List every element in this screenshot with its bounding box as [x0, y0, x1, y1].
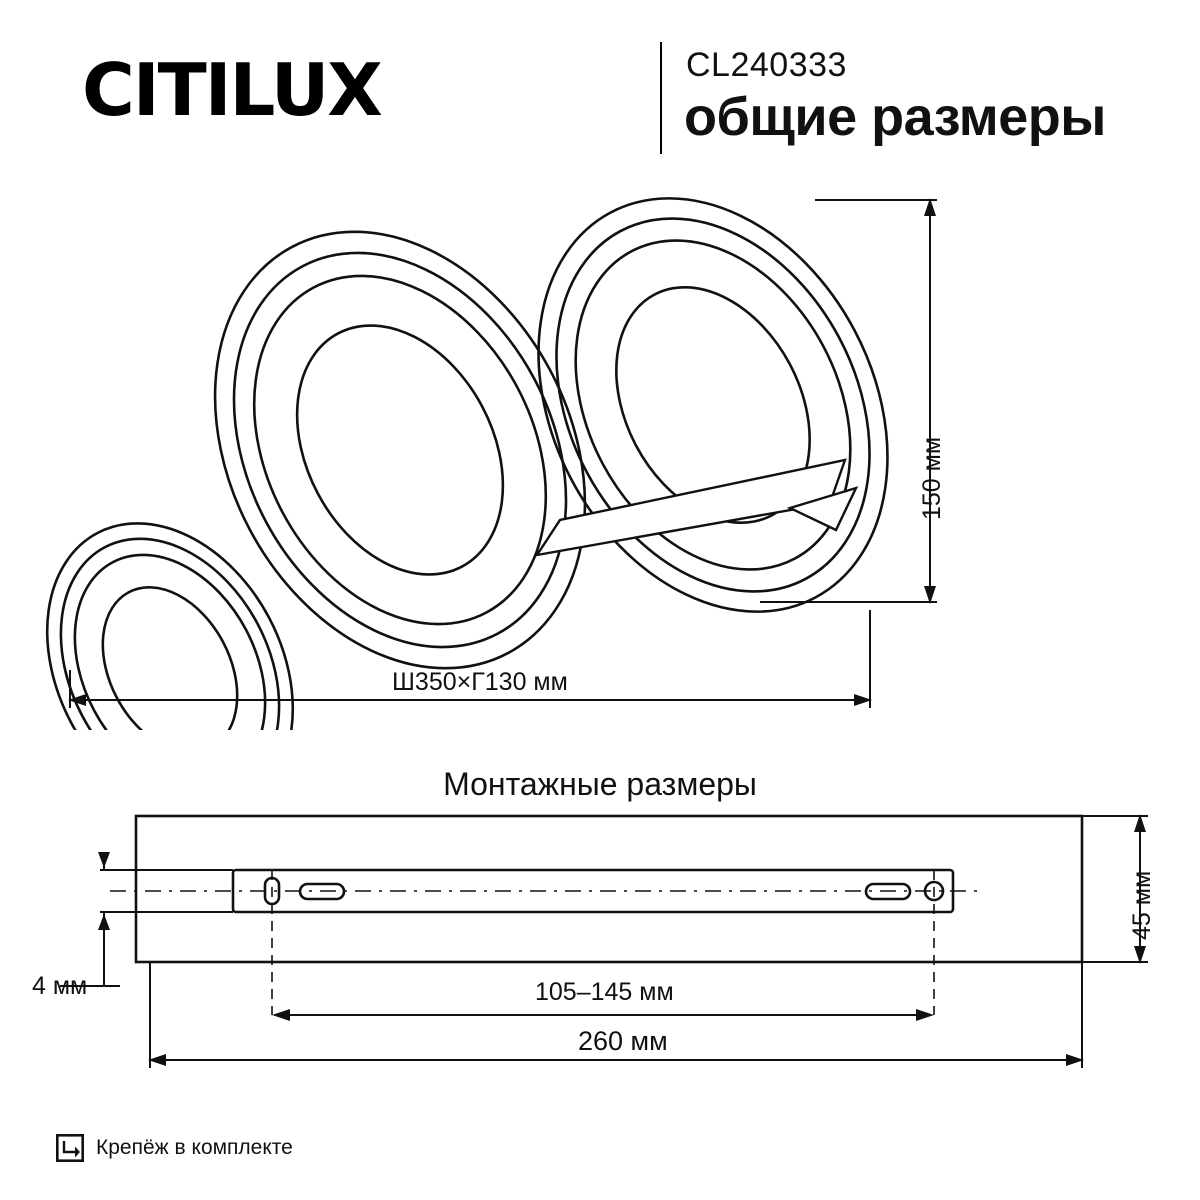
bracket-icon [56, 1134, 84, 1162]
footer [56, 1134, 293, 1162]
product-overview-drawing [0, 170, 1200, 730]
mount-dimensions-drawing [0, 800, 1200, 1120]
header-divider [660, 42, 662, 154]
footer-text: Крепёж в комплекте [96, 1136, 293, 1159]
mount-thickness-label: 4 мм [32, 972, 88, 1000]
mount-height-label: 45 мм [1128, 870, 1156, 940]
header [60, 36, 1160, 156]
brand-logo: CITILUX [82, 48, 381, 132]
height-dimension-label: 150 мм [918, 436, 946, 520]
width-depth-dimension-label: Ш350×Г130 мм [392, 668, 568, 696]
total-width-label: 260 мм [578, 1026, 668, 1056]
product-code: CL240333 [686, 46, 847, 84]
mount-section-title: Монтажные размеры [443, 766, 757, 802]
page-title: общие размеры [684, 87, 1106, 147]
slot-range-label: 105–145 мм [535, 978, 674, 1006]
